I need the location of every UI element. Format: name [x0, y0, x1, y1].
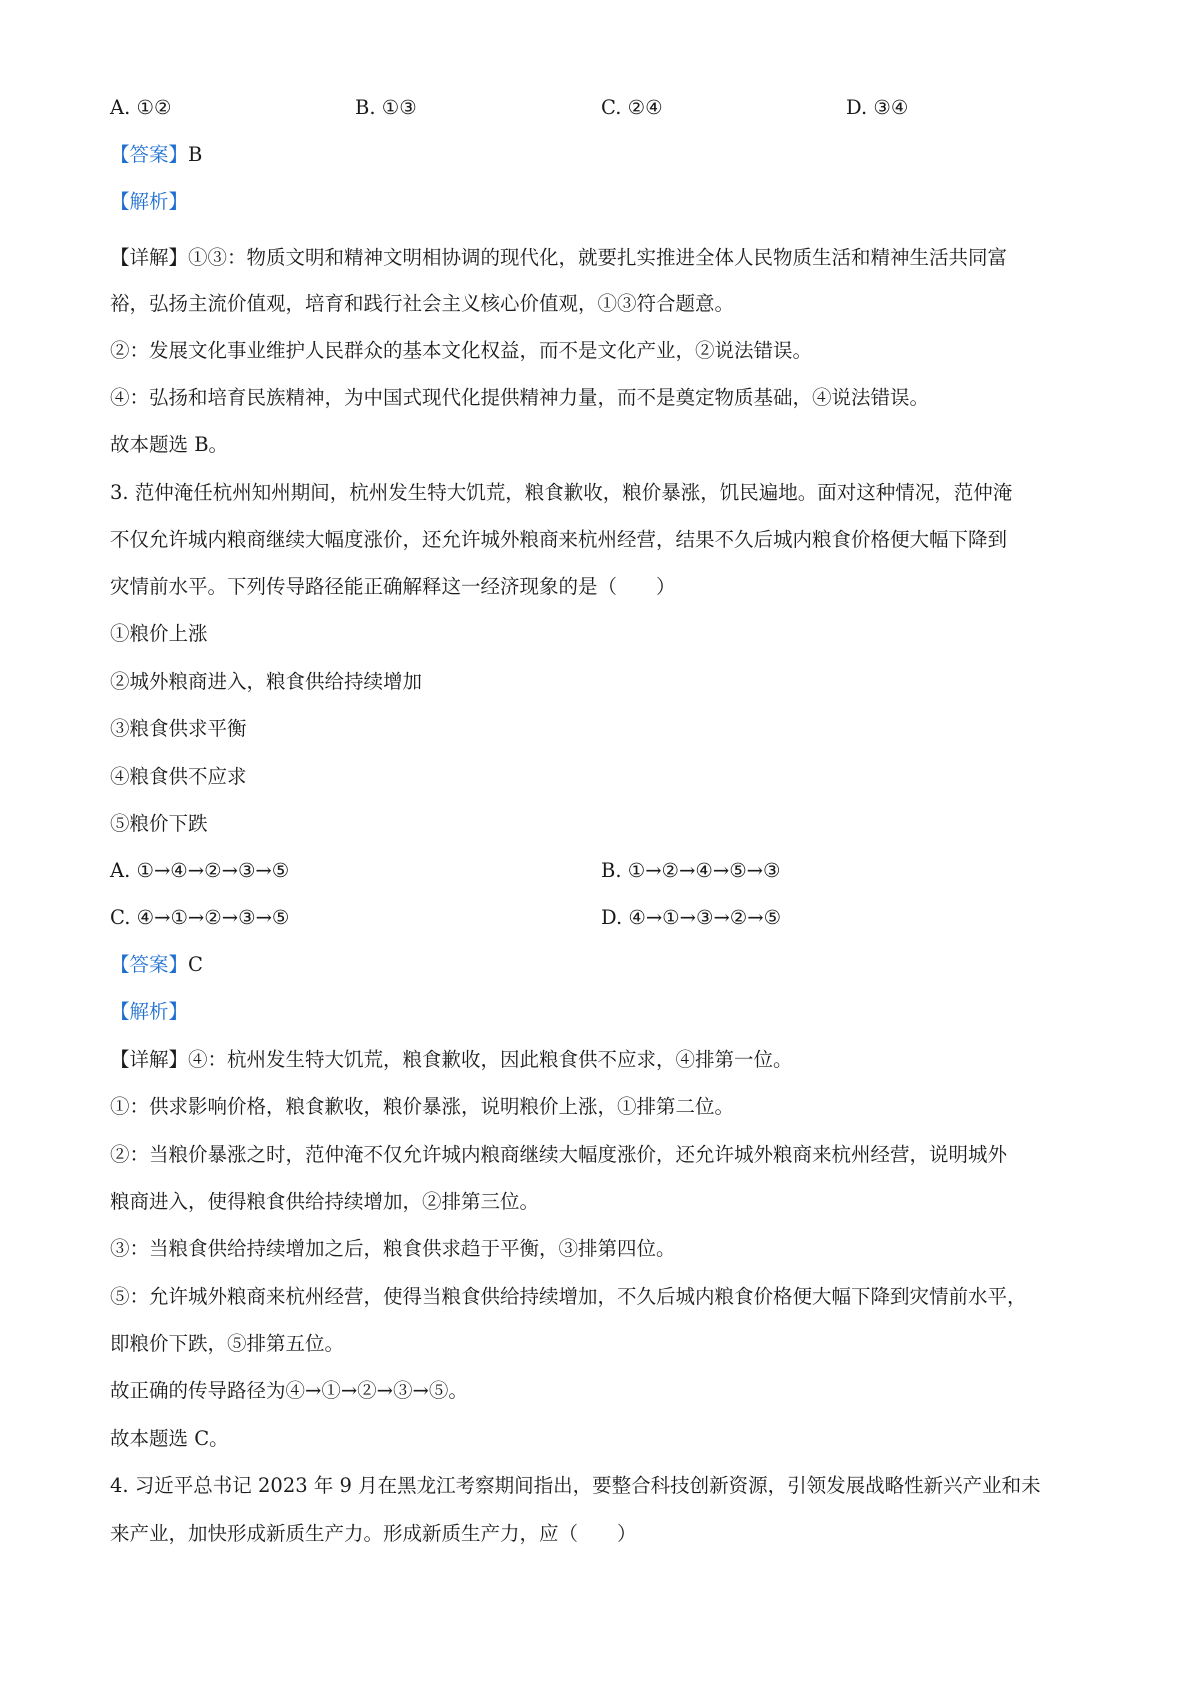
q3-conclusion: 故本题选 C。 [110, 1427, 229, 1450]
q2-detail-line-1 [110, 243, 1007, 273]
detail-tag: 【详解】 [110, 246, 189, 269]
q3-item-3: ③粮食供求平衡 [110, 717, 247, 740]
answer-value: C [188, 953, 203, 976]
q3-option-a: A. ①→④→②→③→⑤ [110, 859, 290, 882]
q2-detail-line-2: 裕，弘扬主流价值观，培育和践行社会主义核心价值观，①③符合题意。 [110, 292, 735, 315]
q2-detail-line-3: ②：发展文化事业维护人民群众的基本文化权益，而不是文化产业，②说法错误。 [110, 339, 813, 362]
q2-answer [110, 140, 202, 170]
q4-stem-line-2: 来产业，加快形成新质生产力。形成新质生产力，应（ ） [110, 1522, 637, 1545]
q3-detail-line-8: 故正确的传导路径为④→①→②→③→⑤。 [110, 1379, 468, 1402]
q3-detail-line-5: ③：当粮食供给持续增加之后，粮食供求趋于平衡，③排第四位。 [110, 1237, 676, 1260]
q3-stem-line-3: 灾情前水平。下列传导路径能正确解释这一经济现象的是（ ） [110, 575, 676, 598]
q2-conclusion: 故本题选 B。 [110, 433, 229, 456]
q3-answer [110, 950, 203, 980]
answer-tag: 【答案】 [110, 143, 189, 166]
q2-option-a: A. ①② [110, 96, 172, 119]
q2-option-d: D. ③④ [846, 96, 909, 119]
q3-option-b: B. ①→②→④→⑤→③ [601, 859, 781, 882]
q2-option-b: B. ①③ [355, 96, 417, 119]
q3-item-2: ②城外粮商进入，粮食供给持续增加 [110, 670, 423, 693]
q2-analysis-tag: 【解析】 [110, 190, 189, 213]
q3-item-1: ①粮价上涨 [110, 622, 208, 645]
q3-stem-line-2: 不仅允许城内粮商继续大幅度涨价，还允许城外粮商来杭州经营，结果不久后城内粮食价格便大幅下降到 [110, 528, 1008, 551]
answer-value: B [188, 143, 203, 166]
q3-option-d: D. ④→①→③→②→⑤ [601, 906, 782, 929]
q4-stem-line-1: 4. 习近平总书记 2023 年 9 月在黑龙江考察期间指出，要整合科技创新资源，引领发展战略性新兴产业和未 [110, 1474, 1041, 1497]
q3-stem-line-1: 3. 范仲淹任杭州知州期间，杭州发生特大饥荒，粮食歉收，粮价暴涨，饥民遍地。面对这种情况，范仲淹 [110, 481, 1013, 504]
detail-text: ④：杭州发生特大饥荒，粮食歉收，因此粮食供不应求，④排第一位。 [188, 1048, 793, 1071]
q3-detail-line-4: 粮商进入，使得粮食供给持续增加，②排第三位。 [110, 1190, 540, 1213]
q3-analysis-tag: 【解析】 [110, 1000, 189, 1023]
q2-detail-line-4: ④：弘扬和培育民族精神，为中国式现代化提供精神力量，而不是奠定物质基础，④说法错误。 [110, 386, 930, 409]
detail-text: ①③：物质文明和精神文明相协调的现代化，就要扎实推进全体人民物质生活和精神生活共同富 [188, 246, 1008, 269]
detail-tag: 【详解】 [110, 1048, 189, 1071]
q3-detail-line-7: 即粮价下跌，⑤排第五位。 [110, 1332, 345, 1355]
q3-detail-line-6: ⑤：允许城外粮商来杭州经营，使得当粮食供给持续增加，不久后城内粮食价格便大幅下降到灾情前水平， [110, 1285, 1027, 1308]
q3-item-5: ⑤粮价下跌 [110, 812, 208, 835]
answer-tag: 【答案】 [110, 953, 189, 976]
q3-detail-line-1 [110, 1045, 793, 1075]
q3-detail-line-3: ②：当粮价暴涨之时，范仲淹不仅允许城内粮商继续大幅度涨价，还允许城外粮商来杭州经营，说明城外 [110, 1143, 1008, 1166]
q3-option-c: C. ④→①→②→③→⑤ [110, 906, 290, 929]
q3-detail-line-2: ①：供求影响价格，粮食歉收，粮价暴涨，说明粮价上涨，①排第二位。 [110, 1095, 735, 1118]
q2-option-c: C. ②④ [601, 96, 663, 119]
q3-item-4: ④粮食供不应求 [110, 765, 247, 788]
